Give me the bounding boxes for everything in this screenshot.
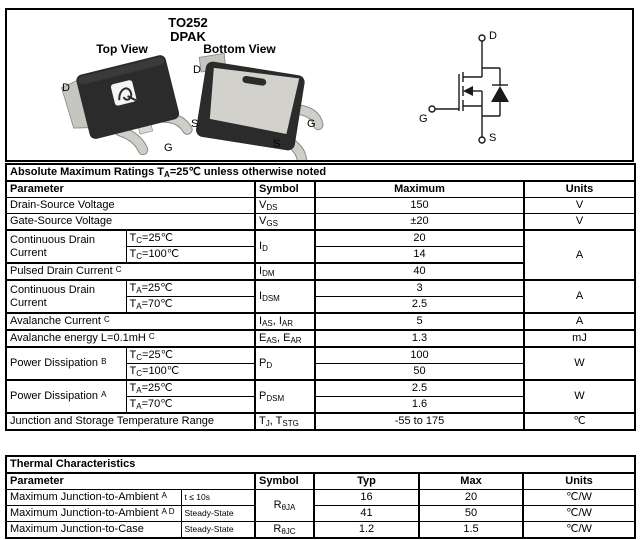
max-cell: 20 xyxy=(315,230,524,247)
symbol-cell: $T_J$, $T_{STG}$ xyxy=(255,413,315,430)
param-cell: Pulsed Drain Current $^C$ xyxy=(6,263,255,280)
condition-cell: $T_C=100℃$ xyxy=(126,364,255,381)
table-row xyxy=(6,280,635,297)
param-cell: Continuous Drain Current xyxy=(6,230,126,263)
top-view-pin-d: D xyxy=(62,82,70,94)
condition-cell: t ≤ 10s xyxy=(181,490,255,506)
units-cell: W xyxy=(524,347,635,380)
col-header-units: Units xyxy=(523,473,635,490)
max-cell: 2.5 xyxy=(315,380,524,397)
top-view-pin-s: S xyxy=(191,118,199,130)
table-row xyxy=(6,214,635,231)
table-row xyxy=(6,506,635,522)
package-title-line2: DPAK xyxy=(170,29,206,44)
schematic-pin-d: D xyxy=(489,30,497,42)
param-cell: Maximum Junction-to-Ambient $^{A D}$ xyxy=(6,506,181,522)
max-cell: 1.3 xyxy=(315,330,524,347)
max-cell: ±20 xyxy=(315,214,524,231)
symbol-cell: $I_{AS}$, $I_{AR}$ xyxy=(255,313,315,330)
param-cell: Maximum Junction-to-Ambient $^A$ xyxy=(6,490,181,506)
top-view-label: Top View xyxy=(96,42,148,56)
condition-cell: $T_A=25℃$ xyxy=(126,380,255,397)
typ-cell: 1.2 xyxy=(314,522,419,539)
mosfet-schematic-symbol xyxy=(429,35,509,143)
absolute-maximum-ratings-table xyxy=(5,163,636,431)
col-header-typ: Typ xyxy=(314,473,419,490)
top-view-pin-g: G xyxy=(164,142,173,154)
condition-cell: $T_C=25℃$ xyxy=(126,230,255,247)
col-header-parameter: Parameter xyxy=(6,181,255,198)
units-cell: A xyxy=(524,230,635,280)
max-cell: 1.5 xyxy=(419,522,523,539)
param-cell: Gate-Source Voltage xyxy=(6,214,255,231)
thermal-title: Thermal Characteristics xyxy=(6,456,635,473)
package-and-schematic-art xyxy=(7,10,632,160)
col-header-maximum: Maximum xyxy=(315,181,524,198)
units-cell: A xyxy=(524,313,635,330)
bottom-view-label: Bottom View xyxy=(203,42,276,56)
table-title-row xyxy=(6,164,635,181)
max-cell: 3 xyxy=(315,280,524,297)
table-row xyxy=(6,413,635,430)
table-row xyxy=(6,380,635,397)
max-cell: 1.6 xyxy=(315,397,524,414)
condition-cell: $T_A=25℃$ xyxy=(126,280,255,297)
typ-cell: 41 xyxy=(314,506,419,522)
bottom-view-package-drawing xyxy=(186,50,327,160)
table-row xyxy=(6,522,635,539)
package-title-line1: TO252 xyxy=(168,15,208,30)
symbol-cell: $V_{GS}$ xyxy=(255,214,315,231)
table-row xyxy=(6,313,635,330)
param-cell: Continuous Drain Current xyxy=(6,280,126,313)
schematic-pin-s: S xyxy=(489,132,497,144)
table-row xyxy=(6,490,635,506)
condition-cell: $T_A=70℃$ xyxy=(126,397,255,414)
bottom-view-pin-g: G xyxy=(307,118,316,130)
param-cell: Avalanche Current $^C$ xyxy=(6,313,255,330)
col-header-units: Units xyxy=(524,181,635,198)
table-title-row xyxy=(6,456,635,473)
units-cell: ℃/W xyxy=(523,506,635,522)
table-row xyxy=(6,198,635,214)
max-cell: 5 xyxy=(315,313,524,330)
symbol-cell: $P_{DSM}$ xyxy=(255,380,315,413)
typ-cell: 16 xyxy=(314,490,419,506)
symbol-cell: $E_{AS}$, $E_{AR}$ xyxy=(255,330,315,347)
table-row xyxy=(6,330,635,347)
units-cell: ℃/W xyxy=(523,522,635,539)
max-cell: 50 xyxy=(419,506,523,522)
max-cell: -55 to 175 xyxy=(315,413,524,430)
bottom-view-pin-s: S xyxy=(273,138,281,150)
param-cell: Drain-Source Voltage xyxy=(6,198,255,214)
bottom-view-pin-d: D xyxy=(193,64,201,76)
symbol-cell: $V_{DS}$ xyxy=(255,198,315,214)
table-row xyxy=(6,230,635,247)
param-cell: Power Dissipation $^A$ xyxy=(6,380,126,413)
col-header-max: Max xyxy=(419,473,523,490)
units-cell: A xyxy=(524,280,635,313)
units-cell: ℃ xyxy=(524,413,635,430)
condition-cell: $T_C=100℃$ xyxy=(126,247,255,264)
max-cell: 40 xyxy=(315,263,524,280)
symbol-cell: $I_{DSM}$ xyxy=(255,280,315,313)
param-cell: Power Dissipation $^B$ xyxy=(6,347,126,380)
condition-cell: $T_A=70℃$ xyxy=(126,297,255,314)
abs-max-title: Absolute Maximum Ratings $T_A=25℃$ unless otherwise noted xyxy=(6,164,635,181)
max-cell: 20 xyxy=(419,490,523,506)
max-cell: 14 xyxy=(315,247,524,264)
thermal-characteristics-table xyxy=(5,455,636,539)
column-header-row xyxy=(6,181,635,198)
units-cell: mJ xyxy=(524,330,635,347)
max-cell: 2.5 xyxy=(315,297,524,314)
units-cell: W xyxy=(524,380,635,413)
col-header-symbol: Symbol xyxy=(255,473,314,490)
param-cell: Junction and Storage Temperature Range xyxy=(6,413,255,430)
symbol-cell: $P_D$ xyxy=(255,347,315,380)
package-figure-box xyxy=(5,8,634,162)
schematic-pin-g: G xyxy=(419,113,428,125)
param-cell: Avalanche energy L=0.1mH $^C$ xyxy=(6,330,255,347)
max-cell: 50 xyxy=(315,364,524,381)
column-header-row xyxy=(6,473,635,490)
max-cell: 150 xyxy=(315,198,524,214)
table-row xyxy=(6,347,635,364)
symbol-cell: $R_{\theta JC}$ xyxy=(255,522,314,539)
col-header-parameter: Parameter xyxy=(6,473,255,490)
symbol-cell: $I_{DM}$ xyxy=(255,263,315,280)
condition-cell: Steady-State xyxy=(181,506,255,522)
condition-cell: Steady-State xyxy=(181,522,255,539)
condition-cell: $T_C=25℃$ xyxy=(126,347,255,364)
col-header-symbol: Symbol xyxy=(255,181,315,198)
units-cell: ℃/W xyxy=(523,490,635,506)
units-cell: V xyxy=(524,198,635,214)
symbol-cell: $I_D$ xyxy=(255,230,315,263)
param-cell: Maximum Junction-to-Case xyxy=(6,522,181,539)
max-cell: 100 xyxy=(315,347,524,364)
symbol-cell: $R_{\theta JA}$ xyxy=(255,490,314,522)
units-cell: V xyxy=(524,214,635,231)
